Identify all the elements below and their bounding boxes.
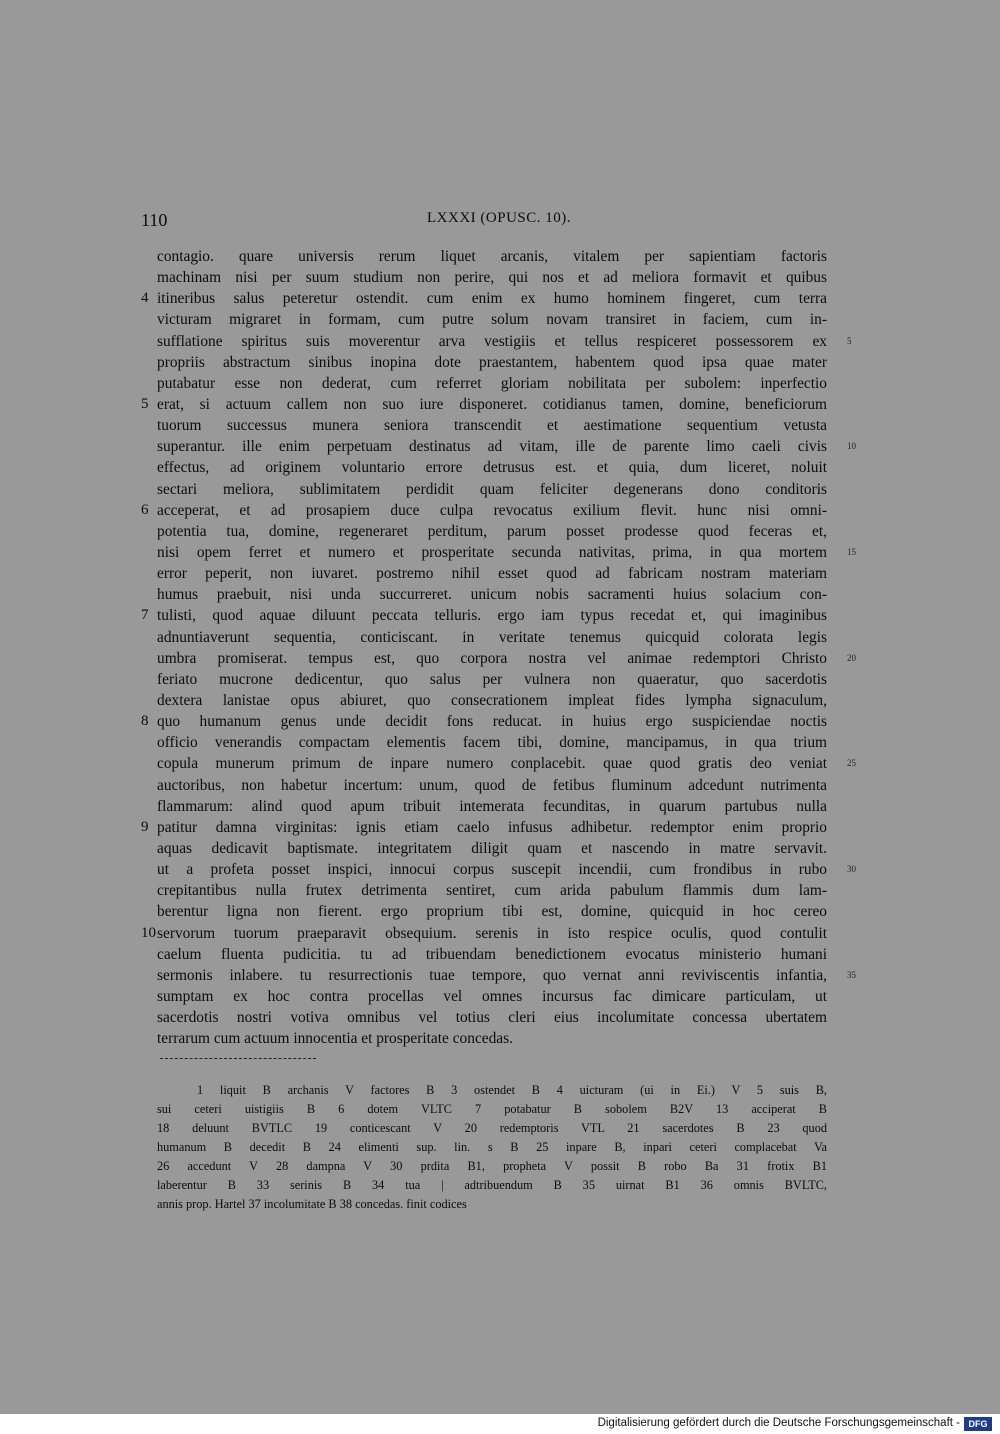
footnote-rule bbox=[160, 1058, 316, 1059]
text-line: officio venerandis compactam elementis facem tibi, domine, mancipamus, in qua trium bbox=[157, 734, 827, 752]
text-line: umbra promiserat. tempus est, quo corpora nostra vel animae redemptori Christo 20 bbox=[157, 648, 827, 669]
section-number: 5 bbox=[141, 395, 149, 412]
apparatus-line: laberentur B 33 serinis B 34 tua | adtribuendum B 35 uirnat B1 36 omnis BVLTC, bbox=[157, 1178, 827, 1192]
text-line: contagio. quare universis rerum liquet arcanis, vitalem per sapientiam factoris bbox=[157, 248, 827, 265]
margin-line-number: 5 bbox=[847, 335, 852, 346]
margin-line-number: 15 bbox=[847, 546, 856, 557]
funding-credit: Digitalisierung gefördert durch die Deutsche Forschungsgemeinschaft - bbox=[597, 1417, 960, 1429]
text-line: putabatur esse non dederat, cum referret gloriam nobilitata per subolem: inperfectio bbox=[157, 374, 827, 392]
text-line: acceperat, et ad prosapiem duce culpa revocatus exilium flevit. hunc nisi omni- 6 bbox=[157, 500, 827, 521]
text-line: ut a profeta posset inspici, innocui corpus suscepit incendii, cum frondibus in rubo 30 bbox=[157, 859, 827, 880]
text-line: sermonis inlabere. tu resurrectionis tuae tempore, quo vernat anni reviviscentis infantia, 35 bbox=[157, 965, 827, 986]
digitization-footer bbox=[0, 1414, 1000, 1434]
section-number: 4 bbox=[141, 290, 149, 307]
text-line: nisi opem ferret et numero et prosperitate secunda nativitas, prima, in qua mortem 15 bbox=[157, 542, 827, 563]
critical-apparatus bbox=[157, 1081, 827, 1214]
text-line: flammarum: alind quod apum tribuit intemerata fecunditas, in quarum partubus nulla bbox=[157, 797, 827, 815]
text-line: berentur ligna non fierent. ergo proprium tibi est, domine, quicquid in hoc cereo bbox=[157, 903, 827, 921]
text-line: quo humanum genus unde decidit fons reducat. in huius ergo suspiciendae noctis 8 bbox=[157, 711, 827, 732]
text-line: effectus, ad originem voluntario errore detrusus est. et quia, dum liceret, noluit bbox=[157, 459, 827, 477]
text-line: sufflatione spiritus suis moverentur arva vestigiis et tellus respiceret possessorem ex 5 bbox=[157, 331, 827, 352]
text-line: servorum tuorum praeparavit obsequium. serenis in isto respice oculis, quod contulit 10 bbox=[157, 923, 827, 944]
section-number: 6 bbox=[141, 501, 149, 518]
text-line: patitur damna virginitas: ignis etiam caelo infusus adhibetur. redemptor enim proprio 9 bbox=[157, 817, 827, 838]
margin-line-number: 20 bbox=[847, 652, 856, 663]
apparatus-line: 1 liquit B archanis V factores B 3 ostendet B 4 uicturam (ui in Ei.) V 5 suis B, bbox=[197, 1083, 827, 1097]
apparatus-line: 26 accedunt V 28 dampna V 30 prdita B1, propheta V possit B robo Ba 31 frotix B1 bbox=[157, 1159, 827, 1173]
text-line: error peperit, non iuvaret. postremo nihil esset quod ad fabricam nostram materiam bbox=[157, 565, 827, 583]
text-line: tulisti, quod aquae diluunt peccata telluris. ergo iam typus recedat et, qui imaginibus 7 bbox=[157, 605, 827, 626]
text-line: feriato mucrone dedicentur, quo salus per vulnera non quaeratur, quo sacerdotis bbox=[157, 670, 827, 688]
text-line: sumptam ex hoc contra procellas vel omnes incursus fac dimicare particulam, ut bbox=[157, 987, 827, 1005]
page-header bbox=[0, 210, 1000, 234]
main-text bbox=[141, 246, 856, 1049]
text-line: machinam nisi per suum studium non perire, qui nos et ad meliora formavit et quibus bbox=[157, 269, 827, 287]
section-number: 8 bbox=[141, 713, 149, 730]
text-line: dextera lanistae opus abiuret, quo consecrationem impleat fides lympha signaculum, bbox=[157, 691, 827, 709]
margin-line-number: 25 bbox=[847, 758, 856, 769]
text-line: sectari meliora, sublimitatem perdidit quam feliciter degenerans dono conditoris bbox=[157, 480, 827, 498]
text-line: itineribus salus peteretur ostendit. cum enim ex humo hominem fingeret, cum terra 4 bbox=[157, 288, 827, 309]
text-line: potentia tua, domine, regeneraret perditum, parum posset prodesse quod feceras et, bbox=[157, 522, 827, 540]
apparatus-line: annis prop. Hartel 37 incolumitate B 38 concedas. finit codices bbox=[157, 1197, 467, 1211]
margin-line-number: 35 bbox=[847, 969, 856, 980]
apparatus-line: sui ceteri uistigiis B 6 dotem VLTC 7 potabatur B sobolem B2V 13 acciperat B bbox=[157, 1102, 827, 1116]
apparatus-line: humanum B decedit B 24 elimenti sup. lin. s B 25 inpare B, inpari ceteri complacebat Va bbox=[157, 1140, 827, 1154]
page-number: 110 bbox=[141, 210, 168, 230]
apparatus-line: 18 deluunt BVTLC 19 conticescant V 20 redemptoris VTL 21 sacerdotes B 23 quod bbox=[157, 1121, 827, 1135]
text-line: aquas dedicavit baptismate. integritatem diligit quam et nascendo in matre servavit. bbox=[157, 839, 827, 857]
text-line: auctoribus, non habetur incertum: unum, quod de fetibus fluminum adcedunt nutrimenta bbox=[157, 776, 827, 794]
text-line: adnuntiaverunt sequentia, conticiscant. in veritate tenemus quicquid colorata legis bbox=[157, 628, 827, 646]
section-number: 9 bbox=[141, 818, 149, 835]
text-line: victuram migraret in formam, cum putre solum novam transiret in faciem, cum in- bbox=[157, 311, 827, 329]
text-line: erat, si actuum callem non suo iure disponeret. cotidianus tamen, domine, beneficiorum 5 bbox=[157, 394, 827, 415]
margin-line-number: 30 bbox=[847, 864, 856, 875]
section-number: 10 bbox=[141, 924, 156, 941]
text-line: crepitantibus nulla frutex detrimenta sentiret, cum arida pabulum flammis dum lam- bbox=[157, 882, 827, 900]
text-line: humus praebuit, nisi unda succurreret. unicum nobis sacramenti huius solacium con- bbox=[157, 586, 827, 604]
running-head: LXXXI (OPUSC. 10). bbox=[427, 210, 571, 226]
dfg-logo: DFG bbox=[964, 1417, 992, 1431]
text-line: superantur. ille enim perpetuam destinatus ad vitam, ille de parente limo caeli civis 10 bbox=[157, 436, 827, 457]
text-line: caelum fluenta pudicitia. tu ad tribuendam benedictionem evocatus ministerio humani bbox=[157, 945, 827, 963]
text-line: copula munerum primum de inpare numero conplacebit. quae quod gratis deo veniat 25 bbox=[157, 753, 827, 774]
text-line: tuorum successus munera seniora transcendit et aestimatione sequentium vetusta bbox=[157, 417, 827, 435]
text-line: terrarum cum actuum innocentia et prosperitate concedas. bbox=[157, 1030, 513, 1048]
text-line: propriis abstractum sinibus inopina dote praestantem, habentem quod ipsa quae mater bbox=[157, 353, 827, 371]
margin-line-number: 10 bbox=[847, 441, 856, 452]
section-number: 7 bbox=[141, 607, 149, 624]
text-line: sacerdotis nostri votiva omnibus vel totius cleri eius incolumitate concessa ubertatem bbox=[157, 1009, 827, 1027]
